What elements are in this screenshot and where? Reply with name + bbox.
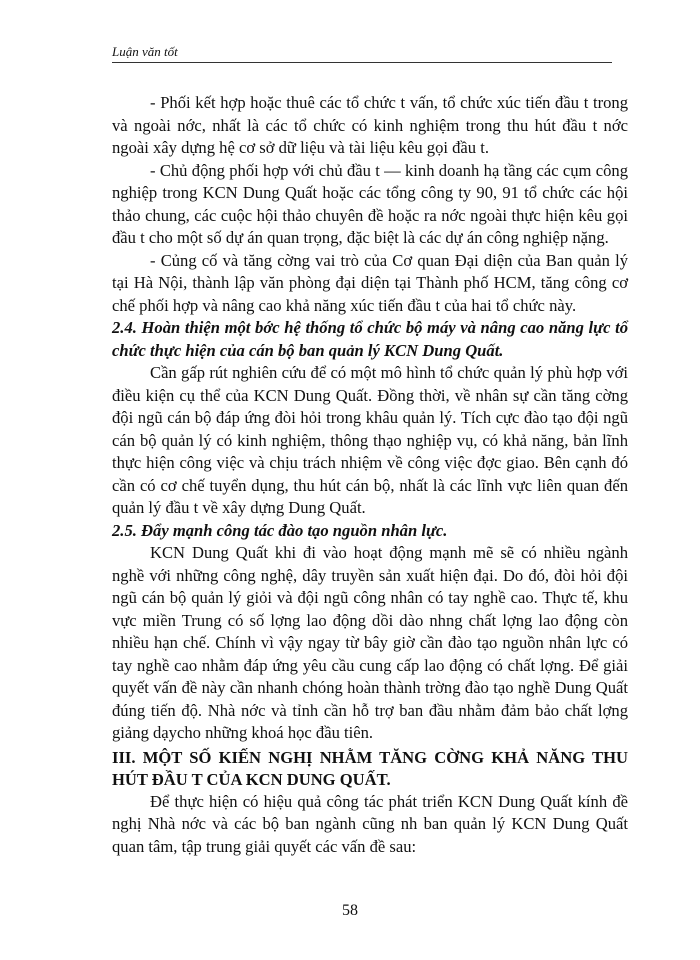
paragraph-recommendations: Để thực hiện có hiệu quả công tác phát triển KCN Dung Quất kính đề nghị Nhà nớc và các bộ ban ngành cũng nh ban quản lý KCN Dung Quất quan tâm, tập trung giải quyết các vấn đề sau:: [112, 791, 628, 856]
page-number: 58: [342, 902, 358, 919]
paragraph-conferences: - Chủ động phối hợp với chủ đầu t — kinh doanh hạ tầng các cụm công nghiệp trong KCN Dung Quất hoặc các tổng công ty 90, 91 tổ chức các hội thảo chung, các cuộc hội thảo chuyên đề hoặc ra nớc ngoài thực hiện kêu gọi đầu t cho một số dự án quan trọng, đặc biệt là các dự án công nghiệp nặng.: [112, 160, 628, 247]
section-heading-2-4: 2.4. Hoàn thiện một bớc hệ thống tổ chức bộ máy và nâng cao năng lực tổ chức thực hiện của cán bộ ban quản lý KCN Dung Quất.: [112, 318, 628, 360]
paragraph-consulting: - Phối kết hợp hoặc thuê các tổ chức t vấn, tổ chức xúc tiến đầu t trong và ngoài nớc, nhất là các tổ chức có kinh nghiệm trong thu hút đầu t nớc ngoài xây dựng hệ cơ sở dữ liệu và tài liệu kêu gọi đầu t.: [112, 93, 628, 157]
paragraph-organization: Cần gấp rút nghiên cứu để có một mô hình tổ chức quản lý phù hợp với điều kiện cụ thể của KCN Dung Quất. Đồng thời, về nhân sự cần tăng cờng đội ngũ cán bộ đáp ứng đòi hỏi trong khâu quản lý. Tích cực đào tạo đội ngũ cán bộ quản lý có kinh nghiệm, thông thạo nghiệp vụ, có khả năng, bản lĩnh thực hiện công việc và chịu trách nhiệm về công việc đợc giao. Bên cạnh đó cần có cơ chế tuyển dụng, thu hút cán bộ, nhất là các lĩnh vực liên quan đến quản lý đầu t về xây dựng Dung Quất.: [112, 363, 628, 517]
section-heading-2-5: 2.5. Đẩy mạnh công tác đào tạo nguồn nhân lực.: [112, 520, 448, 540]
header-rule: [112, 62, 612, 63]
section-heading-iii: III. MỘT SỐ KIẾN NGHỊ NHẰM TĂNG CỜNG KHẢ NĂNG THU HÚT ĐẦU T CỦA KCN DUNG QUẤT.: [112, 747, 628, 789]
paragraph-training: KCN Dung Quất khi đi vào hoạt động mạnh mẽ sẽ có nhiều ngành nghề với những công nghệ, dây truyền sản xuất hiện đại. Do đó, đòi hỏi đội ngũ cán bộ quản lý giỏi và đội ngũ công nhân có tay nghề cao. Thực tế, khu vực miền Trung có số lợng lao động dồi dào nhng chất lợng lao động còn nhiều hạn chế. Chính vì vậy ngay từ bây giờ cần đào tạo nguồn nhân lực có tay nghề cao nhằm đáp ứng yêu cầu cung cấp lao động có chất lợng. Để giải quyết vấn đề này cần nhanh chóng hoàn thành trờng đào tạo nghề Dung Quất đúng tiến độ. Nhà nớc và tỉnh cần hỗ trợ ban đầu nhằm đảm bảo chất lợng giảng dạycho những khoá học đầu tiên.: [112, 543, 628, 742]
paragraph-representative-office: - Củng cố và tăng cờng vai trò của Cơ quan Đại diện của Ban quản lý tại Hà Nội, thành lập văn phòng đại diện tại Thành phố HCM, tăng công cơ chế phối hợp và nâng cao khả năng xúc tiến đầu t của hai tổ chức này.: [112, 250, 628, 315]
running-header: Luận văn tốt: [112, 44, 178, 59]
page-content: [112, 92, 628, 858]
